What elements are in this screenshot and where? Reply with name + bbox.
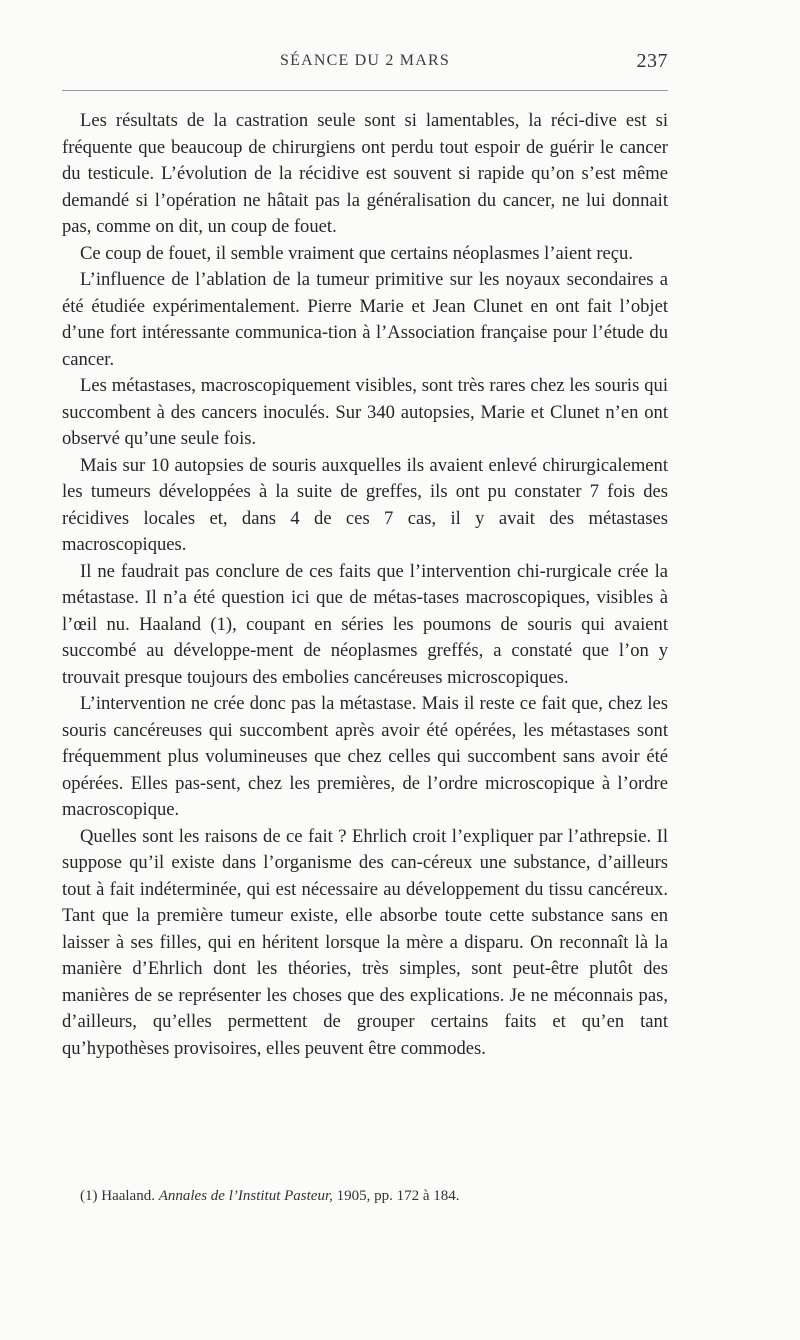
footnote-journal: Annales de l’Institut Pasteur,	[158, 1188, 333, 1204]
paragraph-4: Les métastases, macroscopiquement visibles, sont très rares chez les souris qui succombent à des cancers inoculés. Sur 340 autopsies, Marie et Clunet n’en ont observé qu’une seule fois.	[62, 375, 668, 449]
footnote-marker: (1) Haaland.	[80, 1188, 155, 1204]
running-head	[62, 52, 668, 76]
header-divider	[62, 90, 668, 91]
body-text	[62, 108, 668, 1062]
paragraph-2: Ce coup de fouet, il semble vraiment que certains néoplasmes l’aient reçu.	[80, 242, 633, 264]
paragraph-8: Quelles sont les raisons de ce fait ? Ehrlich croit l’expliquer par l’athrepsie. Il suppose qu’il existe dans l’organisme des can-céreux une substance, d’ailleurs tout à fait indéterminée, qui est nécessaire au développement du tissu cancéreux. Tant que la première tumeur existe, elle absorbe toute cette substance sans en laisser à ses filles, qui en héritent lorsque la mère a disparu. On reconnaît là la manière d’Ehrlich dont les théories, très simples, sont peut-être plutôt des manières de se représenter les choses que des explications. Je ne méconnais pas, d’ailleurs, qu’elles permettent de grouper certains faits et qu’en tant qu’hypothèses provisoires, elles peuvent être commodes.	[62, 825, 668, 1059]
footnote-details: 1905, pp. 172 à 184.	[336, 1188, 460, 1204]
paragraph-1: Les résultats de la castration seule sont si lamentables, la réci-dive est si fréquente que beaucoup de chirurgiens ont perdu tout espoir de guérir le cancer du testicule. L’évolution de la récidive est souvent si rapide qu’on s’est même demandé si l’opération ne hâtait pas la généralisation du cancer, ne lui donnait pas, comme on dit, un coup de fouet.	[62, 110, 668, 237]
paragraph-7: L’intervention ne crée donc pas la métastase. Mais il reste ce fait que, chez les souris cancéreuses qui succombent après avoir été opérées, les métastases sont fréquemment plus volumineuses que chez celles qui succombent sans avoir été opérées. Elles pas-sent, chez les premières, de l’ordre microscopique à l’ordre macroscopique.	[62, 693, 668, 820]
paragraph-3: L’influence de l’ablation de la tumeur primitive sur les noyaux secondaires a été étudiée expérimentalement. Pierre Marie et Jean Clunet en ont fait l’objet d’une fort intéressante communica-tion à l’Association française pour l’étude du cancer.	[62, 269, 668, 370]
running-title: SÉANCE DU 2 MARS	[280, 52, 450, 69]
paragraph-5: Mais sur 10 autopsies de souris auxquelles ils avaient enlevé chirurgicalement les tumeurs développées à la suite de greffes, ils ont pu constater 7 fois des récidives locales et, dans 4 de ces 7 cas, il y avait des métastases macroscopiques.	[62, 454, 668, 555]
page-number: 237	[636, 50, 668, 72]
footnote	[80, 1185, 668, 1207]
paragraph-6: Il ne faudrait pas conclure de ces faits que l’intervention chi-rurgicale crée la métastase. Il n’a été question ici que de métas-tases macroscopiques, visibles à l’œil nu. Haaland (1), coupant en séries les poumons de souris qui avaient succombé au développe-ment de néoplasmes greffés, a constaté que l’on y trouvait presque toujours des embolies cancéreuses microscopiques.	[62, 560, 668, 688]
